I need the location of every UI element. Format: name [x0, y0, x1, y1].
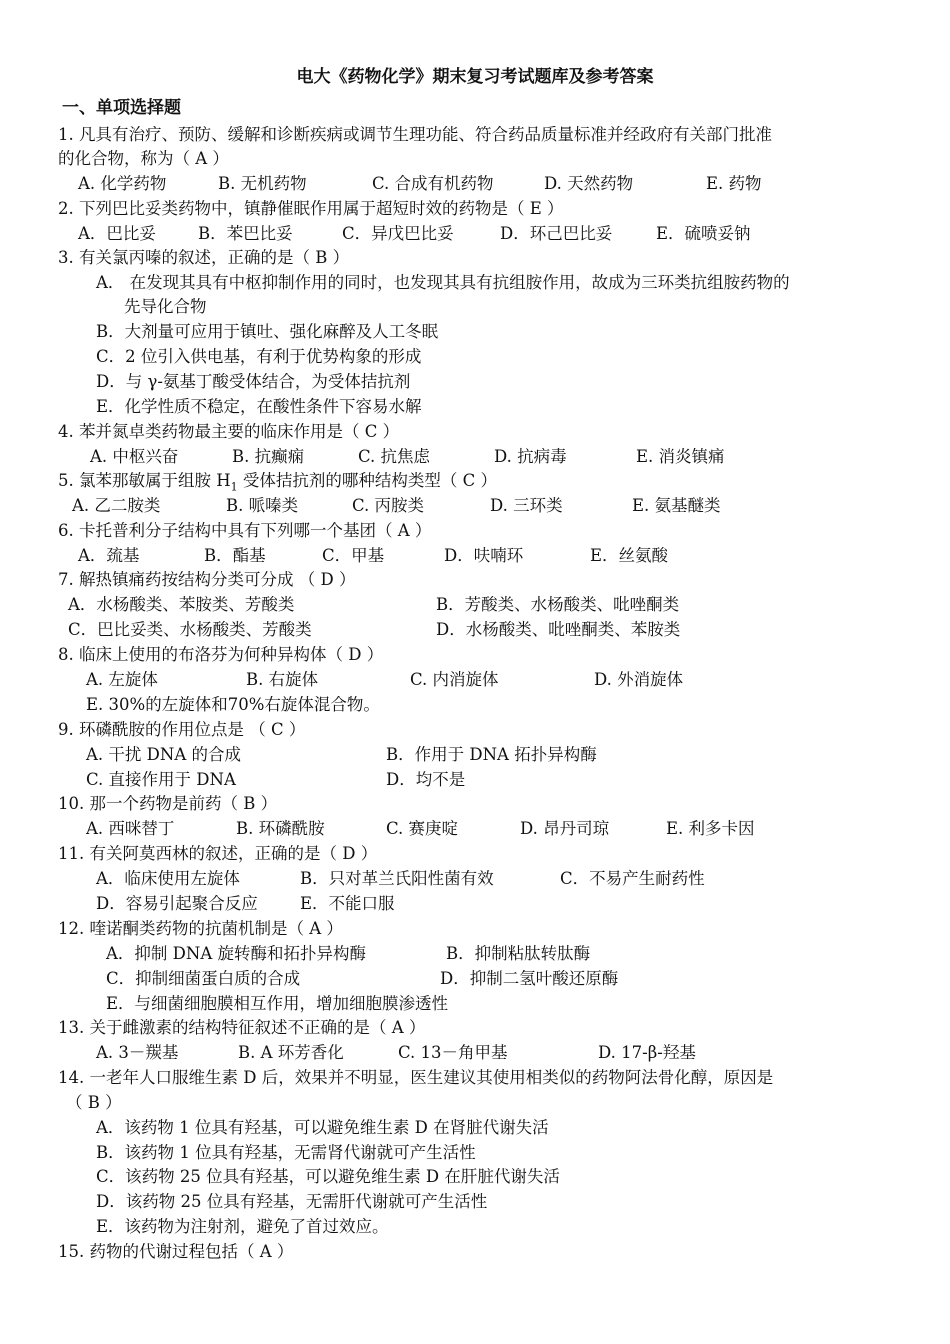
q10-option-e: E. 利多卡因	[666, 819, 755, 838]
q6-option-c: C．甲基	[322, 546, 385, 565]
question-14-stem: 14. 一老年人口服维生素 D 后，效果并不明显，医生建议其使用相类似的药物阿法骨化醇，原因是	[58, 1068, 774, 1087]
q4-option-e: E. 消炎镇痛	[636, 447, 725, 466]
q11-option-e: E．不能口服	[300, 894, 395, 913]
q2-option-b: B．苯巴比妥	[198, 224, 293, 243]
q4-option-c: C. 抗焦虑	[358, 447, 431, 466]
q10-option-c: C. 赛庚啶	[386, 819, 459, 838]
section-heading: 一、单项选择题	[62, 98, 181, 118]
q5-option-a: A. 乙二胺类	[72, 496, 161, 515]
q8-option-d: D. 外消旋体	[594, 670, 684, 689]
q11-option-b: B．只对革兰氏阳性菌有效	[300, 869, 494, 888]
question-15-stem: 15. 药物的代谢过程包括（ A ）	[58, 1242, 294, 1261]
q4-option-d: D. 抗病毒	[494, 447, 567, 466]
q3-option-d: D．与 γ-氨基丁酸受体结合，为受体拮抗剂	[96, 372, 411, 391]
q8-option-a: A. 左旋体	[86, 670, 158, 689]
q3-option-b: B．大剂量可应用于镇吐、强化麻醉及人工冬眠	[96, 322, 439, 341]
question-8-stem: 8. 临床上使用的布洛芬为何种异构体（ D ）	[58, 645, 384, 664]
q8-option-b: B. 右旋体	[246, 670, 319, 689]
q12-option-e: E．与细菌细胞膜相互作用，增加细胞膜渗透性	[106, 994, 449, 1013]
q2-option-a: A．巴比妥	[78, 224, 156, 243]
q8-option-c: C. 内消旋体	[410, 670, 499, 689]
q10-option-b: B. 环磷酰胺	[236, 819, 325, 838]
q5-option-e: E. 氨基醚类	[632, 496, 721, 515]
q2-option-d: D．环己巴比妥	[500, 224, 613, 243]
q1-option-b: B. 无机药物	[218, 174, 307, 193]
q12-option-d: D．抑制二氢叶酸还原酶	[440, 969, 619, 988]
q9-option-b: B．作用于 DNA 拓扑异构酶	[386, 745, 597, 764]
q5-stem-sub: 1	[230, 480, 238, 494]
question-1-stem: 1. 凡具有治疗、预防、缓解和诊断疾病或调节生理功能、符合药品质量标准并经政府有关部门批准	[58, 125, 772, 144]
q11-option-d: D．容易引起聚合反应	[96, 894, 258, 913]
q8-option-e: E. 30%的左旋体和70%右旋体混合物。	[86, 695, 380, 714]
q9-option-a: A. 干扰 DNA 的合成	[86, 745, 241, 764]
q9-option-d: D．均不是	[386, 770, 466, 789]
q12-option-a: A．抑制 DNA 旋转酶和拓扑异构酶	[106, 944, 366, 963]
q13-option-d: D. 17-β-羟基	[598, 1043, 696, 1062]
q3-option-c: C．2 位引入供电基，有利于优势构象的形成	[96, 347, 422, 366]
q4-option-b: B. 抗癫痫	[232, 447, 305, 466]
q7-option-a: A．水杨酸类、苯胺类、芳酸类	[68, 595, 295, 614]
q2-option-c: C．异戊巴比妥	[342, 224, 454, 243]
q10-option-d: D. 昂丹司琼	[520, 819, 610, 838]
q7-option-d: D．水杨酸类、吡唑酮类、苯胺类	[436, 620, 681, 639]
q1-option-d: D. 天然药物	[544, 174, 634, 193]
q10-option-a: A. 西咪替丁	[86, 819, 175, 838]
question-1-stem-cont: 的化合物，称为（ A ）	[58, 149, 229, 168]
q14-option-e: E．该药物为注射剂，避免了首过效应。	[96, 1217, 389, 1236]
q1-option-a: A. 化学药物	[78, 174, 167, 193]
page-title: 电大《药物化学》期末复习考试题库及参考答案	[296, 67, 654, 87]
question-9-stem: 9. 环磷酰胺的作用位点是 （ C ）	[58, 720, 306, 739]
q11-option-a: A．临床使用左旋体	[96, 869, 240, 888]
question-7-stem: 7. 解热镇痛药按结构分类可分成 （ D ）	[58, 570, 356, 589]
q14-option-d: D．该药物 25 位具有羟基，无需肝代谢就可产生活性	[96, 1192, 488, 1211]
question-14-stem-cont: （ B ）	[66, 1093, 122, 1112]
q6-option-d: D．呋喃环	[444, 546, 524, 565]
q1-option-c: C. 合成有机药物	[372, 174, 494, 193]
q9-option-c: C. 直接作用于 DNA	[86, 770, 236, 789]
q12-option-b: B．抑制粘肽转肽酶	[446, 944, 591, 963]
question-3-stem: 3. 有关氯丙嗪的叙述，正确的是（ B ）	[58, 248, 350, 267]
q3-option-e: E．化学性质不稳定，在酸性条件下容易水解	[96, 397, 422, 416]
q1-option-e: E. 药物	[706, 174, 762, 193]
q6-option-e: E．丝氨酸	[590, 546, 669, 565]
question-12-stem: 12. 喹诺酮类药物的抗菌机制是（ A ）	[58, 919, 343, 938]
question-6-stem: 6. 卡托普利分子结构中具有下列哪一个基团（ A ）	[58, 521, 432, 540]
q11-option-c: C．不易产生耐药性	[560, 869, 705, 888]
q6-option-a: A．巯基	[78, 546, 140, 565]
q7-option-c: C．巴比妥类、水杨酸类、芳酸类	[68, 620, 312, 639]
question-13-stem: 13. 关于雌激素的结构特征叙述不正确的是（ A ）	[58, 1018, 426, 1037]
q5-option-b: B. 哌嗪类	[226, 496, 299, 515]
q3-option-a-cont: 先导化合物	[124, 297, 207, 316]
question-10-stem: 10. 那一个药物是前药（ B ）	[58, 794, 278, 813]
question-11-stem: 11. 有关阿莫西林的叙述，正确的是（ D ）	[58, 844, 378, 863]
q14-option-b: B．该药物 1 位具有羟基，无需肾代谢就可产生活性	[96, 1143, 476, 1162]
question-2-stem: 2. 下列巴比妥类药物中，镇静催眠作用属于超短时效的药物是（ E ）	[58, 199, 564, 218]
question-4-stem: 4. 苯并氮卓类药物最主要的临床作用是（ C ）	[58, 422, 400, 441]
q12-option-c: C．抑制细菌蛋白质的合成	[106, 969, 301, 988]
q2-option-e: E．硫喷妥钠	[656, 224, 751, 243]
q13-option-b: B. A 环芳香化	[238, 1043, 344, 1062]
q5-stem-post: 受体拮抗剂的哪种结构类型（ C ）	[237, 471, 497, 490]
q5-option-d: D. 三环类	[490, 496, 563, 515]
q4-option-a: A. 中枢兴奋	[90, 447, 179, 466]
q5-option-c: C. 丙胺类	[352, 496, 425, 515]
q6-option-b: B．酯基	[204, 546, 266, 565]
q13-option-a: A. 3－羰基	[96, 1043, 179, 1062]
q14-option-c: C．该药物 25 位具有羟基，可以避免维生素 D 在肝脏代谢失活	[96, 1167, 560, 1186]
q13-option-c: C. 13－角甲基	[398, 1043, 508, 1062]
q3-option-a: A． 在发现其具有中枢抑制作用的同时，也发现其具有抗组胺作用，故成为三环类抗组胺药物的	[96, 273, 790, 292]
q5-stem-pre: 5. 氯苯那敏属于组胺 H	[58, 471, 231, 490]
q14-option-a: A．该药物 1 位具有羟基，可以避免维生素 D 在肾脏代谢失活	[96, 1118, 549, 1137]
q7-option-b: B．芳酸类、水杨酸类、吡唑酮类	[436, 595, 680, 614]
